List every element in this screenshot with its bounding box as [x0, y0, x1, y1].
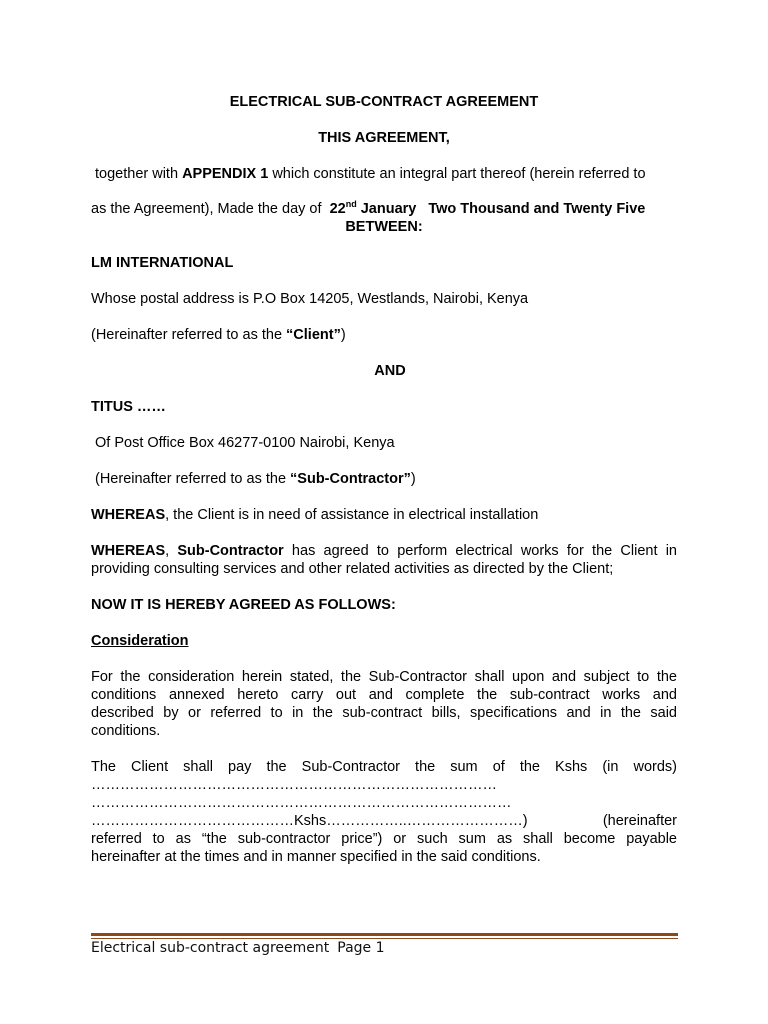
and-label: AND [374, 363, 406, 379]
hereinafter-word: (hereinafter [602, 813, 677, 829]
document-title: ELECTRICAL SUB-CONTRACT AGREEMENT [229, 94, 539, 110]
consideration-heading: Consideration [91, 633, 189, 649]
subcontractor-ref-text: (Hereinafter referred to as the [95, 471, 291, 487]
whereas-text: , the Client is in need of assistance in electrical installation [165, 507, 539, 523]
intro-date-text: as the Agreement), Made the day of [91, 201, 326, 217]
subcontractor-reference [95, 470, 681, 488]
client-reference [91, 326, 677, 344]
agreed-heading: NOW IT IS HEREBY AGREED AS FOLLOWS: [91, 597, 396, 613]
appendix-ref: APPENDIX 1 [182, 166, 269, 182]
whereas-text: has agreed to perform electrical works for the Client in [283, 543, 677, 559]
client-ref-close: ) [340, 327, 346, 343]
date-day: 22 [329, 201, 346, 217]
agreement-heading: THIS AGREEMENT, [318, 130, 450, 146]
intro-text-cont: which constitute an integral part thereof (herein referred to [268, 166, 646, 182]
consideration-para1-line-4: conditions. [91, 723, 161, 739]
consideration-para2-line-5: referred to as “the sub-contractor price”) or such sum as shall become payable [91, 831, 677, 847]
page-number: Page 1 [337, 940, 385, 956]
consideration-para2-line-2: ………………………………………………………………………… [91, 777, 497, 793]
subcontractor-ref-close: ) [410, 471, 416, 487]
page-footer [91, 940, 385, 956]
subcontractor-address: Of Post Office Box 46277-0100 Nairobi, Kenya [95, 435, 395, 451]
consideration-para2-line-6: hereinafter at the times and in manner specified in the said conditions. [91, 849, 541, 865]
subcontractor-term: “Sub-Contractor” [290, 471, 411, 487]
footer-title: Electrical sub-contract agreement [91, 940, 330, 956]
consideration-para2-line-1: The Client shall pay the Sub-Contractor the sum of the Kshs (in words) [91, 759, 677, 775]
consideration-para2-line-4 [91, 812, 677, 830]
intro-line-1 [95, 165, 681, 183]
client-ref-text: (Hereinafter referred to as the [91, 327, 287, 343]
date-year: Two Thousand and Twenty Five [428, 201, 646, 217]
client-term: “Client” [286, 327, 341, 343]
whereas-clause-1 [91, 506, 677, 524]
footer-rule-thin [91, 938, 678, 939]
whereas-clause-2-line-2: providing consulting services and other related activities as directed by the Client; [91, 561, 614, 577]
whereas-clause-2-line-1 [91, 542, 677, 560]
footer-rule-thick [91, 933, 678, 936]
consideration-para1-line-1: For the consideration herein stated, the Sub-Contractor shall upon and subject to the [91, 669, 677, 685]
date-suffix: nd [345, 199, 357, 209]
price-blanks: ……………………………………Kshs……………..……………………) [91, 813, 528, 829]
whereas-label: WHEREAS [91, 507, 166, 523]
consideration-para1-line-2: conditions annexed hereto carry out and complete the sub-contract works and [91, 687, 677, 703]
consideration-para1-line-3: described by or referred to in the sub-contract bills, specifications and in the said [91, 705, 677, 721]
whereas-label: WHEREAS [91, 543, 166, 559]
client-address: Whose postal address is P.O Box 14205, Westlands, Nairobi, Kenya [91, 291, 529, 307]
client-name: LM INTERNATIONAL [91, 255, 234, 271]
whereas-comma: , [165, 543, 178, 559]
between-label: BETWEEN: [345, 219, 423, 235]
intro-line-2 [91, 200, 691, 218]
intro-text: together with [95, 166, 183, 182]
whereas-party: Sub-Contractor [177, 543, 284, 559]
consideration-para2-line-3: …………………………………………………………………………… [91, 795, 512, 811]
subcontractor-name: TITUS …… [91, 399, 166, 415]
agreement-date [330, 201, 417, 217]
date-month: January [356, 201, 417, 217]
